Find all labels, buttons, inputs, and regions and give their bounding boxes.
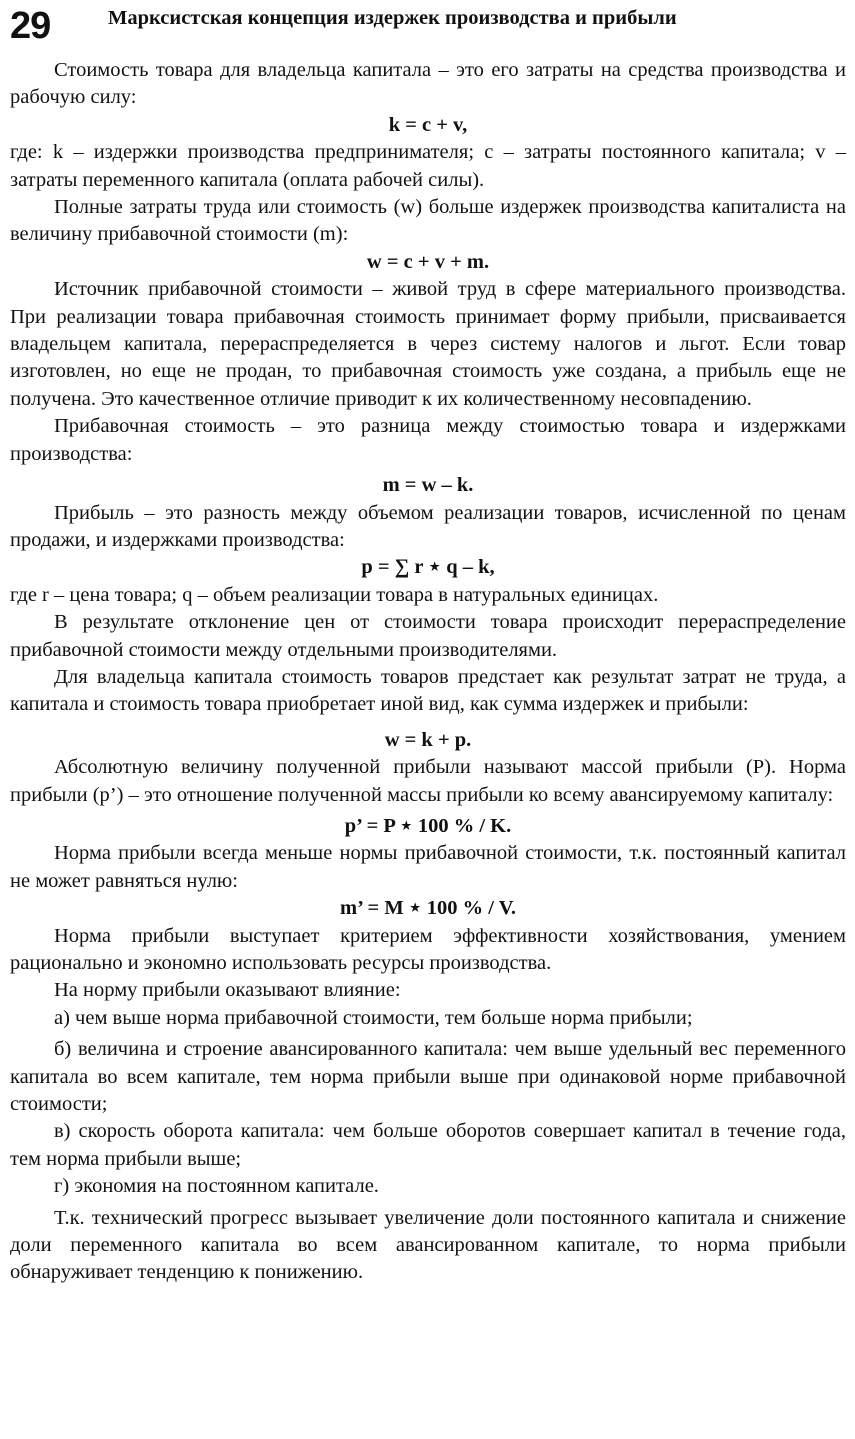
paragraph: Норма прибыли всегда меньше нормы прибавочной стоимости, т.к. постоянный капитал не может равняться нулю: xyxy=(10,842,846,892)
formula: k = c + v, xyxy=(388,113,468,136)
paragraph: Прибыль – это разность между объемом реализации товаров, исчисленной по ценам продажи, и издержками производства: xyxy=(10,501,846,551)
page-number: 29 xyxy=(10,5,51,47)
paragraph: Норма прибыли выступает критерием эффективности хозяйствования, умением рационально и экономно использовать ресурсы производства. xyxy=(10,924,846,974)
formula: w = c + v + m. xyxy=(366,250,490,273)
page-title: Марксистская концепция издержек производства и прибыли xyxy=(108,7,677,29)
paragraph: где r – цена товара; q – объем реализации товара в натуральных единицах. xyxy=(10,583,659,606)
formula: m’ = M ⋆ 100 % / V. xyxy=(340,897,516,920)
document-body xyxy=(10,57,846,1287)
list-item: в) скорость оборота капитала: чем больше оборотов совершает капитал в течение года, тем норма прибыли выше; xyxy=(10,1120,846,1170)
paragraph: Абсолютную величину полученной прибыли называют массой прибыли (P). Норма прибыли (p’) – это отношение полученной массы прибыли ко всему авансируемому капиталу: xyxy=(10,756,846,806)
list-item: г) экономия на постоянном капитале. xyxy=(54,1175,379,1198)
list-item: а) чем выше норма прибавочной стоимости, тем больше норма прибыли; xyxy=(54,1006,693,1029)
list-item: б) величина и строение авансированного капитала: чем выше удельный вес переменного капитала во всем капитале, тем норма прибыли выше при одинаковой норме прибавочной стоимости; xyxy=(10,1038,846,1116)
list-intro: На норму прибыли оказывают влияние: xyxy=(54,979,401,1002)
paragraph: Прибавочная стоимость – это разница между стоимостью товара и издержками производства: xyxy=(10,415,846,465)
formula: w = k + p. xyxy=(384,728,472,751)
paragraph: В результате отклонение цен от стоимости товара происходит перераспределение прибавочной стоимости между отдельными производителями. xyxy=(10,611,846,661)
paragraph: Стоимость товара для владельца капитала – это его затраты на средства производства и рабочую силу: xyxy=(10,59,846,109)
formula: m = w – k. xyxy=(382,474,474,497)
formula: p’ = P ⋆ 100 % / K. xyxy=(344,814,512,837)
paragraph: Т.к. технический прогресс вызывает увеличение доли постоянного капитала и снижение доли переменного капитала во всем авансированном капитале, то норма прибыли обнаруживает тенденцию к понижению. xyxy=(10,1206,846,1284)
paragraph: Полные затраты труда или стоимость (w) больше издержек производства капиталиста на величину прибавочной стоимости (m): xyxy=(10,196,846,246)
formula: p = ∑ r ⋆ q – k, xyxy=(361,556,495,579)
paragraph: Для владельца капитала стоимость товаров предстает как результат затрат не труда, а капитала и стоимость товара приобретает иной вид, как сумма издержек и прибыли: xyxy=(10,665,846,716)
paragraph: где: k – издержки производства предпринимателя; c – затраты постоянного капитала; v – затраты переменного капитала (оплата рабочей силы). xyxy=(10,141,846,191)
paragraph: Источник прибавочной стоимости – живой труд в сфере материального производства. При реализации товара прибавочная стоимость принимает форму прибыли, присваивается владельцем капитала, перераспределяется в через систему налогов и льгот. Если товар изготовлен, но еще не продан, то прибавочная стоимость уже создана, а прибыль еще не получена. Это качественное отличие приводит к их количественному несовпадению. xyxy=(10,278,846,410)
